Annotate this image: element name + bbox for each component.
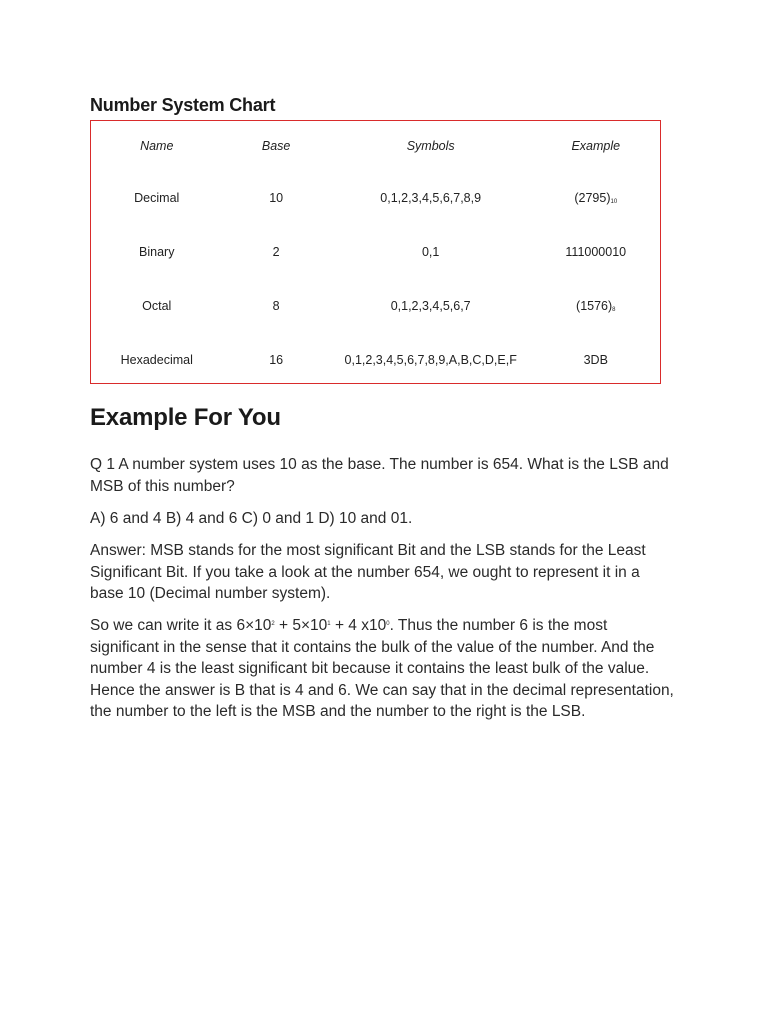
cell-name: Octal xyxy=(142,299,172,313)
section-heading: Example For You xyxy=(90,404,281,431)
table-row xyxy=(91,171,660,225)
cell-base: 8 xyxy=(272,299,280,313)
table-row xyxy=(91,333,660,387)
cell-symbols: 0,1 xyxy=(421,245,440,259)
cell-example xyxy=(532,171,660,225)
question-paragraph: Q 1 A number system uses 10 as the base. The number is 654. What is the LSB and MSB of this number? xyxy=(90,456,669,495)
cell-name: Hexadecimal xyxy=(120,353,193,367)
explanation-lead: So we can write it as xyxy=(90,617,237,634)
explanation-rest: . Thus the number 6 is the most significant in the sense that it contains the bulk of the value of the number. And the number 4 is the least significant bit because it contains the least bulk of the value. Hence the answer is B that is 4 and 6. We can say that in the decimal representation, the number to the left is the MSB and the number to the right is the LSB. xyxy=(90,617,674,720)
term-2: + 5×10 xyxy=(274,617,328,634)
number-system-table xyxy=(91,121,660,387)
cell-symbols: 0,1,2,3,4,5,6,7,8,9,A,B,C,D,E,F xyxy=(344,353,517,367)
header-symbols: Symbols xyxy=(406,139,455,153)
header-example: Example xyxy=(571,139,621,153)
table-header-row xyxy=(91,121,660,171)
example-value: 3DB xyxy=(583,353,608,367)
table-row xyxy=(91,279,660,333)
options-paragraph: A) 6 and 4 B) 4 and 6 C) 0 and 1 D) 10 and 01. xyxy=(90,510,413,527)
cell-example xyxy=(532,225,660,279)
cell-symbols: 0,1,2,3,4,5,6,7 xyxy=(390,299,471,313)
example-value: (2795) xyxy=(574,191,611,205)
cell-base: 16 xyxy=(269,353,284,367)
cell-base: 10 xyxy=(269,191,284,205)
number-system-table-box xyxy=(90,120,661,384)
example-value: (1576) xyxy=(576,299,613,313)
chart-title: Number System Chart xyxy=(90,95,276,115)
cell-name: Binary xyxy=(139,245,175,259)
header-base: Base xyxy=(261,139,291,153)
explanation-paragraph xyxy=(90,614,675,723)
answer-paragraph: Answer: MSB stands for the most significant Bit and the LSB stands for the Least Significant Bit. If you take a look at the number 654, we ought to represent it in a base 10 (Decimal number system). xyxy=(90,542,646,602)
term-1: 6×10 xyxy=(236,617,272,634)
table-row xyxy=(91,225,660,279)
exponent-2: 2 xyxy=(271,621,275,627)
cell-symbols: 0,1,2,3,4,5,6,7,8,9 xyxy=(380,191,482,205)
term-3: + 4 x10 xyxy=(330,617,387,634)
exponent-1: 1 xyxy=(327,621,331,627)
example-base-subscript: 8 xyxy=(612,307,616,313)
example-base-subscript: 10 xyxy=(610,199,618,205)
cell-base: 2 xyxy=(272,245,280,259)
example-value: 111000010 xyxy=(565,245,627,259)
cell-name: Decimal xyxy=(134,191,180,205)
cell-example xyxy=(532,279,660,333)
cell-example xyxy=(532,333,660,387)
exponent-0: 0 xyxy=(386,621,390,627)
header-name: Name xyxy=(140,139,174,153)
